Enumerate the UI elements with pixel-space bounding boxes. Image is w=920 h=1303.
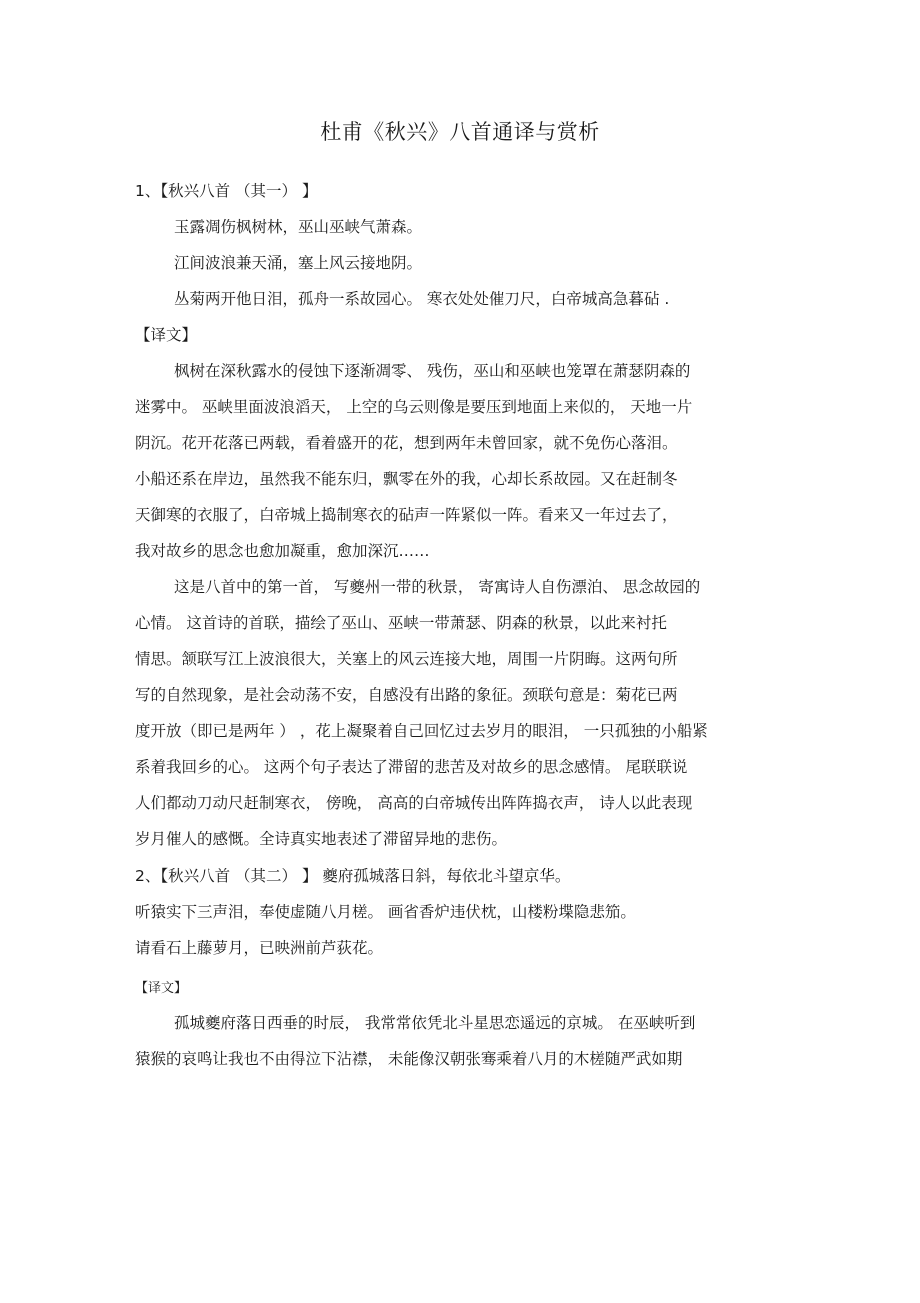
commentary-line: 人们都动刀动尺赶制寒衣， 傍晚， 高高的白帝城传出阵阵捣衣声， 诗人以此表现	[135, 794, 693, 812]
translation-line: 阴沉。花开花落已两载，看着盛开的花，想到两年未曾回家，就不免伤心落泪。	[135, 434, 678, 452]
commentary-line: 系着我回乡的心。 这两个句子表达了滞留的悲苦及对故乡的思念感情。 尾联联说	[135, 758, 688, 776]
translation-line: 迷雾中。 巫峡里面波浪滔天， 上空的乌云则像是要压到地面上来似的， 天地一片	[135, 398, 693, 416]
poem-line: 玉露凋伤枫树林，巫山巫峡气萧森。	[174, 218, 423, 236]
commentary-line: 这是八首中的第一首， 写夔州一带的秋景， 寄寓诗人自伤漂泊、 思念故园的	[174, 578, 701, 596]
section-heading: 2、【秋兴八首 （其二） 】 夔府孤城落日斜，每依北斗望京华。	[135, 867, 571, 885]
poem-line: 听猿实下三声泪，奉使虚随八月槎。 画省香炉违伏枕，山楼粉堞隐悲笳。	[135, 903, 636, 921]
document-title: 杜甫《秋兴》八首通译与赏析	[320, 120, 600, 144]
commentary-line: 心情。 这首诗的首联，描绘了巫山、巫峡一带萧瑟、阴森的秋景，以此来衬托	[135, 614, 667, 632]
translation-line: 枫树在深秋露水的侵蚀下逐渐凋零、 残伤，巫山和巫峡也笼罩在萧瑟阴森的	[174, 362, 691, 380]
poem-line: 丛菊两开他日泪，孤舟一系故园心。 寒衣处处催刀尺，白帝城高急暮砧 .	[174, 290, 670, 308]
translation-line: 猿猴的哀鸣让我也不由得泣下沾襟， 未能像汉朝张骞乘着八月的木槎随严武如期	[135, 1050, 683, 1068]
poem-line: 江间波浪兼天涌，塞上风云接地阴。	[174, 254, 423, 272]
translation-line: 孤城夔府落日西垂的时辰， 我常常依凭北斗星思恋遥远的京城。 在巫峡听到	[174, 1014, 696, 1032]
commentary-line: 情思。颔联写江上波浪很大，关塞上的风云连接大地，周围一片阴晦。这两句所	[135, 650, 678, 668]
section-heading: 1、【秋兴八首 （其一） 】	[135, 182, 318, 200]
translation-line: 小船还系在岸边，虽然我不能东归，飘零在外的我，心却长系故园。又在赶制冬	[135, 470, 678, 488]
translation-line: 天御寒的衣服了，白帝城上捣制寒衣的砧声一阵紧似一阵。看来又一年过去了，	[135, 506, 678, 524]
translation-label: 【译文】	[135, 326, 198, 344]
commentary-line: 岁月催人的感慨。全诗真实地表述了滞留异地的悲伤。	[135, 830, 508, 848]
poem-line: 请看石上藤萝月，已映洲前芦荻花。	[135, 939, 384, 957]
commentary-line: 写的自然现象，是社会动荡不安，自感没有出路的象征。颈联句意是：菊花已两	[135, 686, 678, 704]
commentary-line: 度开放（即已是两年 ） ，花上凝聚着自己回忆过去岁月的眼泪， 一只孤独的小船紧	[135, 722, 708, 740]
translation-line: 我对故乡的思念也愈加凝重，愈加深沉……	[135, 542, 430, 560]
translation-label: 【译文】	[135, 981, 188, 996]
